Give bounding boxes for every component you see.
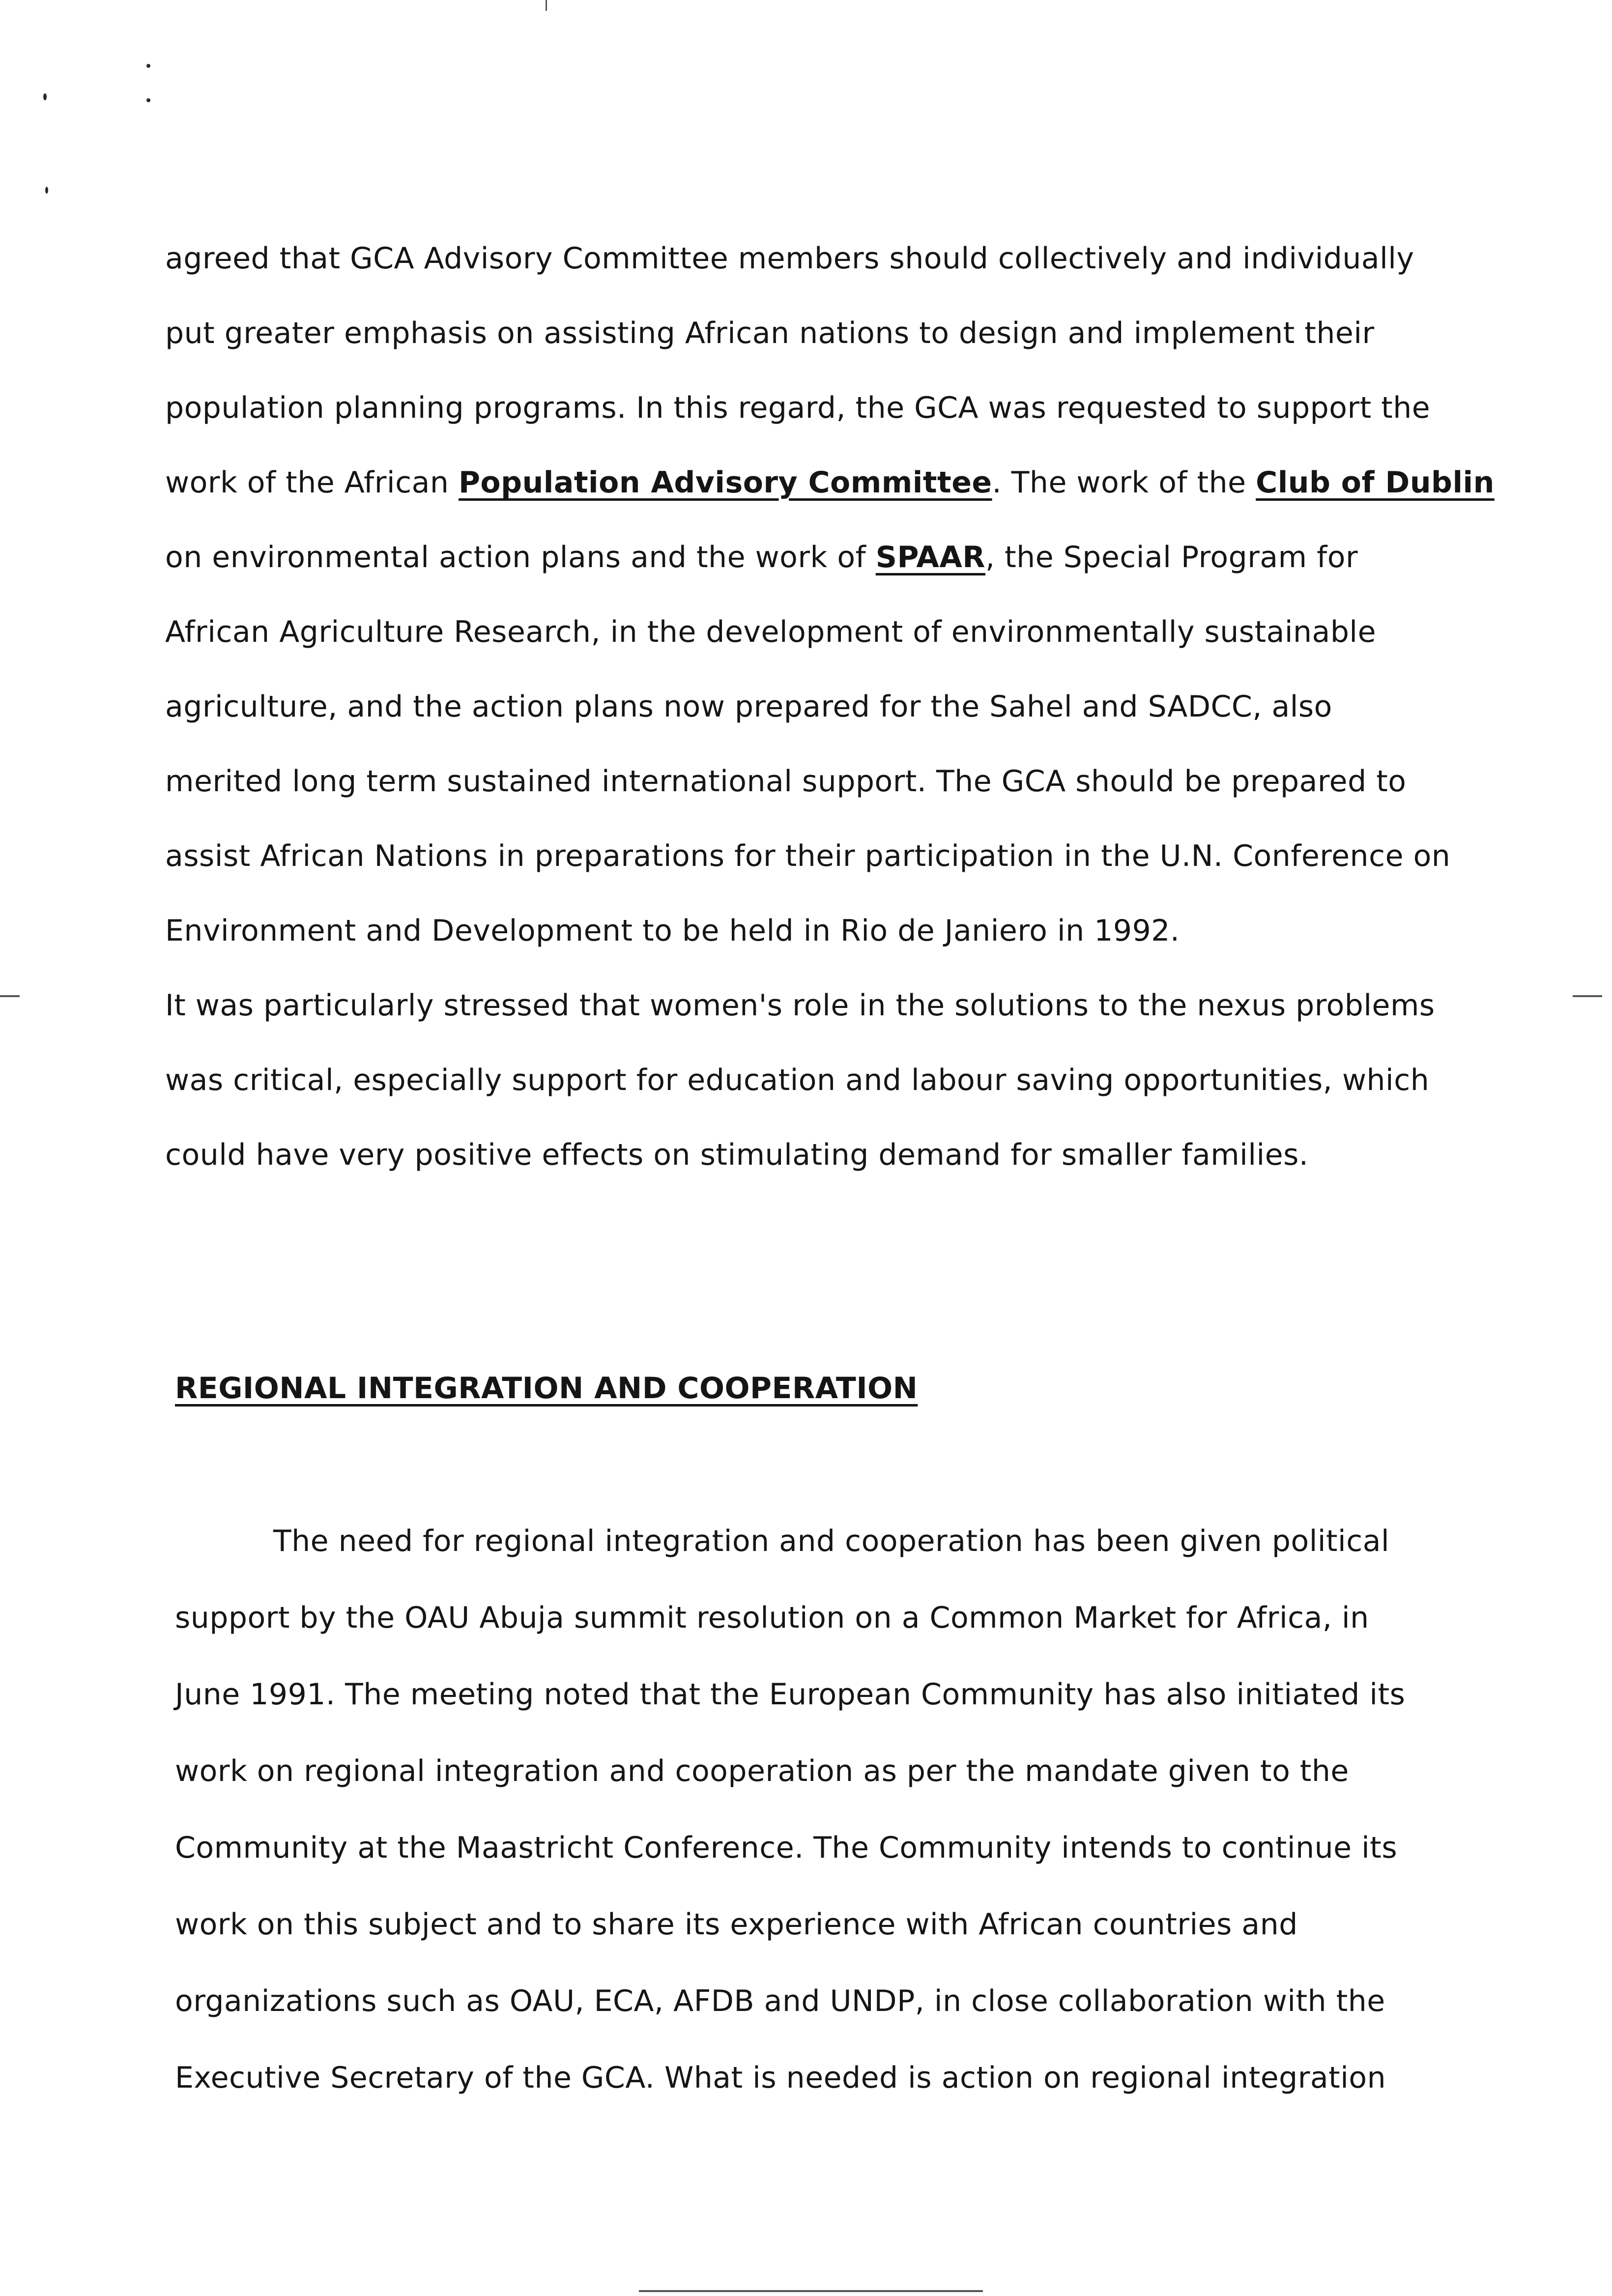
text-line: Community at the Maastricht Conference. The Community intends to continue its xyxy=(175,1831,1398,1865)
text-line: merited long term sustained international support. The GCA should be prepared to xyxy=(165,764,1407,799)
text-line xyxy=(165,465,1495,500)
text-line: agriculture, and the action plans now prepared for the Sahel and SADCC, also xyxy=(165,689,1332,724)
text-line: African Agriculture Research, in the development of environmentally sustainable xyxy=(165,615,1376,649)
scan-speck xyxy=(146,98,150,102)
text-line: June 1991. The meeting noted that the European Community has also initiated its xyxy=(175,1677,1406,1712)
text-line xyxy=(165,540,1358,575)
club-of-dublin-link: Club of Dublin xyxy=(1256,465,1495,500)
text-line: Environment and Development to be held in Rio de Janiero in 1992. xyxy=(165,914,1180,948)
text-line: could have very positive effects on stimulating demand for smaller families. xyxy=(165,1138,1309,1172)
text-segment: , the Special Program for xyxy=(985,540,1358,574)
text-line: population planning programs. In this regard, the GCA was requested to support the xyxy=(165,391,1431,425)
text-line: It was particularly stressed that women's role in the solutions to the nexus problems xyxy=(165,988,1435,1023)
population-advisory-committee-link: Population Advisory Committee xyxy=(458,465,992,500)
section-heading: REGIONAL INTEGRATION AND COOPERATION xyxy=(175,1371,918,1406)
scan-speck xyxy=(45,187,48,194)
text-line: support by the OAU Abuja summit resolution on a Common Market for Africa, in xyxy=(175,1601,1369,1635)
text-segment: . The work of the xyxy=(992,465,1256,500)
text-line: work on this subject and to share its experience with African countries and xyxy=(175,1907,1298,1942)
scan-speck xyxy=(43,93,47,100)
scan-mark xyxy=(639,2290,983,2292)
spaar-link: SPAAR xyxy=(875,540,986,574)
text-line: The need for regional integration and cooperation has been given political xyxy=(273,1524,1390,1558)
text-line: organizations such as OAU, ECA, AFDB and UNDP, in close collaboration with the xyxy=(175,1984,1385,2018)
text-line: put greater emphasis on assisting African nations to design and implement their xyxy=(165,316,1375,350)
scan-mark xyxy=(0,995,20,997)
scan-speck xyxy=(146,64,150,68)
text-segment: work of the African xyxy=(165,465,459,500)
text-line: was critical, especially support for education and labour saving opportunities, which xyxy=(165,1063,1430,1097)
text-line: assist African Nations in preparations for their participation in the U.N. Conference on xyxy=(165,839,1451,873)
text-line: agreed that GCA Advisory Committee members should collectively and individually xyxy=(165,241,1414,276)
scan-mark xyxy=(546,0,547,11)
text-segment: on environmental action plans and the work of xyxy=(165,540,876,574)
scan-mark xyxy=(1573,995,1602,997)
text-line: work on regional integration and cooperation as per the mandate given to the xyxy=(175,1754,1349,1788)
text-line: Executive Secretary of the GCA. What is needed is action on regional integration xyxy=(175,2061,1386,2095)
